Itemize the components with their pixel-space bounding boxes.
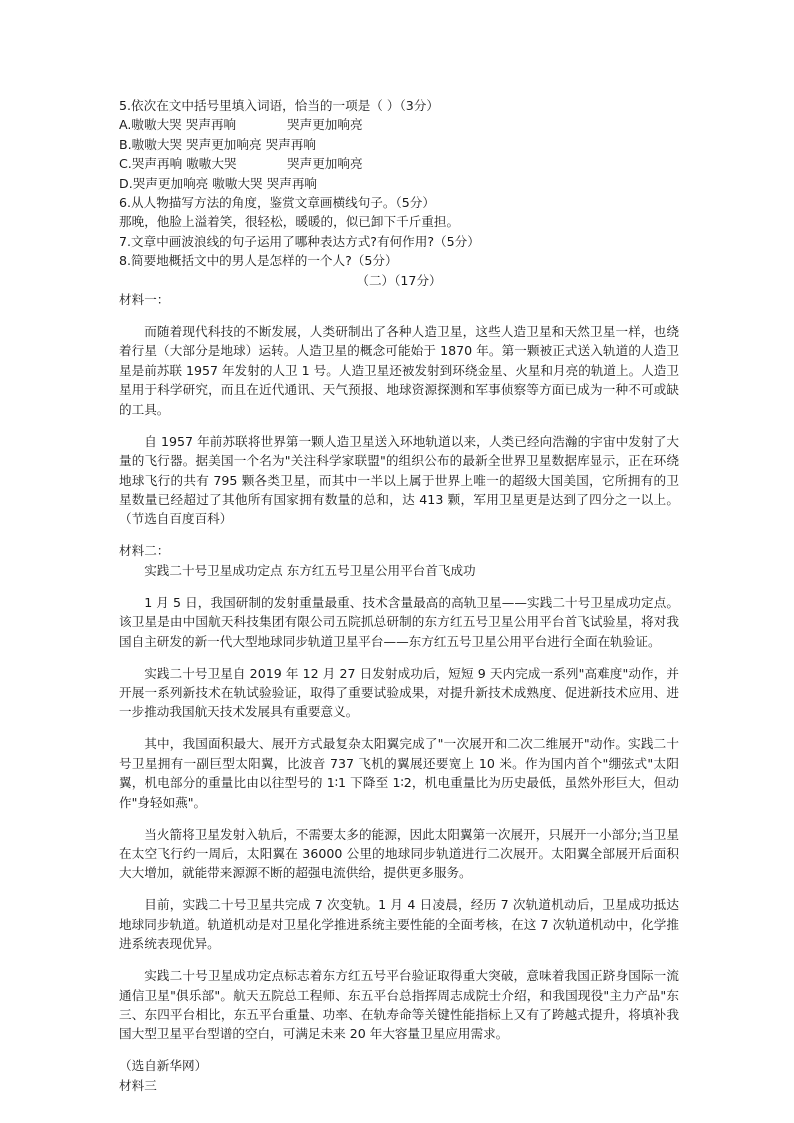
option-a-part2: 哭声更加响亮 [287, 117, 363, 133]
material-2-paragraph-3: 其中，我国面积最大、展开方式最复杂太阳翼完成了"一次展开和二次二维展开"动作。实践二十号卫星拥有一副巨型太阳翼，比波音 737 飞机的翼展还要宽上 10 米。作为国内首个"绷弦式"太阳翼，机电部分的重量比由以往型号的 1∶1 下降至 1∶2，机电重量比为历史最低，虽然外形巨大，但动作"身轻如燕"。 [119, 736, 679, 810]
material-1-label: 材料一： [119, 292, 170, 308]
option-c-part2: 哭声更加响亮 [287, 156, 363, 172]
material-2-source: （选自新华网） [119, 1058, 208, 1074]
material-2-paragraph-1: 1 月 5 日，我国研制的发射重量最重、技术含量最高的高轨卫星——实践二十号卫星成功定点。该卫星是由中国航天科技集团有限公司五院抓总研制的东方红五号卫星公用平台首飞试验星，将对我国自主研发的新一代大型地球同步轨道卫星平台——东方红五号卫星公用平台进行全面在轨验证。 [119, 594, 679, 649]
question-6: 6.从人物描写方法的角度，鉴赏文章画横线句子。（5分） [119, 195, 435, 211]
option-a-part1: A.嗷嗷大哭 哭声再响 [119, 117, 237, 133]
question-6-sentence: 那晚，他脸上溢着笑，很轻松，暖暖的，似已卸下千斤重担。 [119, 214, 460, 230]
material-1-paragraph-1: 而随着现代科技的不断发展，人类研制出了各种人造卫星，这些人造卫星和天然卫星一样，也绕着行星（大部分是地球）运转。人造卫星的概念可能始于 1870 年。第一颗被正式送入轨道的人造卫星是前苏联 1957 年发射的人卫 1 号。人造卫星还被发射到环绕金星、火星和月亮的轨道上。人造卫星用于科学研究，而且在近代通讯、天气预报、地球资源探测和军事侦察等方面已成为一种不可或缺的工具。 [119, 324, 679, 417]
material-2-label: 材料二： [119, 543, 170, 559]
exam-page [119, 96, 679, 1095]
material-1-paragraph-2: 自 1957 年前苏联将世界第一颗人造卫星送入环地轨道以来，人类已经向浩瀚的宇宙中发射了大量的飞行器。据美国一个名为"关注科学家联盟"的组织公布的最新全世界卫星数据库显示，正在环绕地球飞行的共有 795 颗各类卫星，而其中一半以上属于世界上唯一的超级大国美国，它所拥有的卫星数量已经超过了其他所有国家拥有数量的总和，达 413 颗，军用卫星更是达到了四分之一以上。（节选自百度百科） [119, 433, 679, 527]
material-2-paragraph-2: 实践二十号卫星自 2019 年 12 月 27 日发射成功后，短短 9 天内完成一系列"高难度"动作，并开展一系列新技术在轨试验验证，取得了重要试验成果，对提升新技术成熟度、促进新技术应用、进一步推动我国航天技术发展具有重要意义。 [119, 665, 679, 720]
question-8: 8.简要地概括文中的男人是怎样的一个人?（5分） [119, 253, 398, 269]
material-2-paragraph-4: 当火箭将卫星发射入轨后，不需要太多的能源，因此太阳翼第一次展开，只展开一小部分;当卫星在太空飞行约一周后，太阳翼在 36000 公里的地球同步轨道进行二次展开。太阳翼全部展开后面积大大增加，就能带来源源不断的超强电流供给，提供更多服务。 [119, 826, 679, 881]
option-c-part1: C.哭声再响 嗷嗷大哭 [119, 156, 237, 172]
question-7: 7.文章中画波浪线的句子运用了哪种表达方式?有何作用?（5分） [119, 233, 480, 249]
question-5: 5.依次在文中括号里填入词语，恰当的一项是（ ）（3分） [119, 98, 439, 113]
option-a [119, 115, 679, 134]
material-3-label: 材料三 [119, 1077, 157, 1093]
option-d: D.哭声更加响亮 嗷嗷大哭 哭声再响 [119, 175, 318, 191]
option-c [119, 154, 679, 173]
material-2-paragraph-5: 目前，实践二十号卫星共完成 7 次变轨。1 月 4 日凌晨，经历 7 次轨道机动后，卫星成功抵达地球同步轨道。轨道机动是对卫星化学推进系统主要性能的全面考核，在这 7 次轨道机动中，化学推进系统表现优异。 [119, 897, 679, 952]
material-2-headline: 实践二十号卫星成功定点 东方红五号卫星公用平台首飞成功 [144, 562, 476, 578]
material-2-paragraph-6: 实践二十号卫星成功定点标志着东方红五号平台验证取得重大突破，意味着我国正跻身国际一流通信卫星"俱乐部"。航天五院总工程师、东五平台总指挥周志成院士介绍，和我国现役"主力产品"东三、东四平台相比，东五平台重量、功率、在轨寿命等关键性能指标上又有了跨越式提升，将填补我国大型卫星平台型谱的空白，可满足未来 20 年大容量卫星应用需求。 [119, 968, 679, 1042]
option-b: B.嗷嗷大哭 哭声更加响亮 哭声再响 [119, 136, 316, 152]
section-title: （二）（17分） [356, 272, 442, 288]
